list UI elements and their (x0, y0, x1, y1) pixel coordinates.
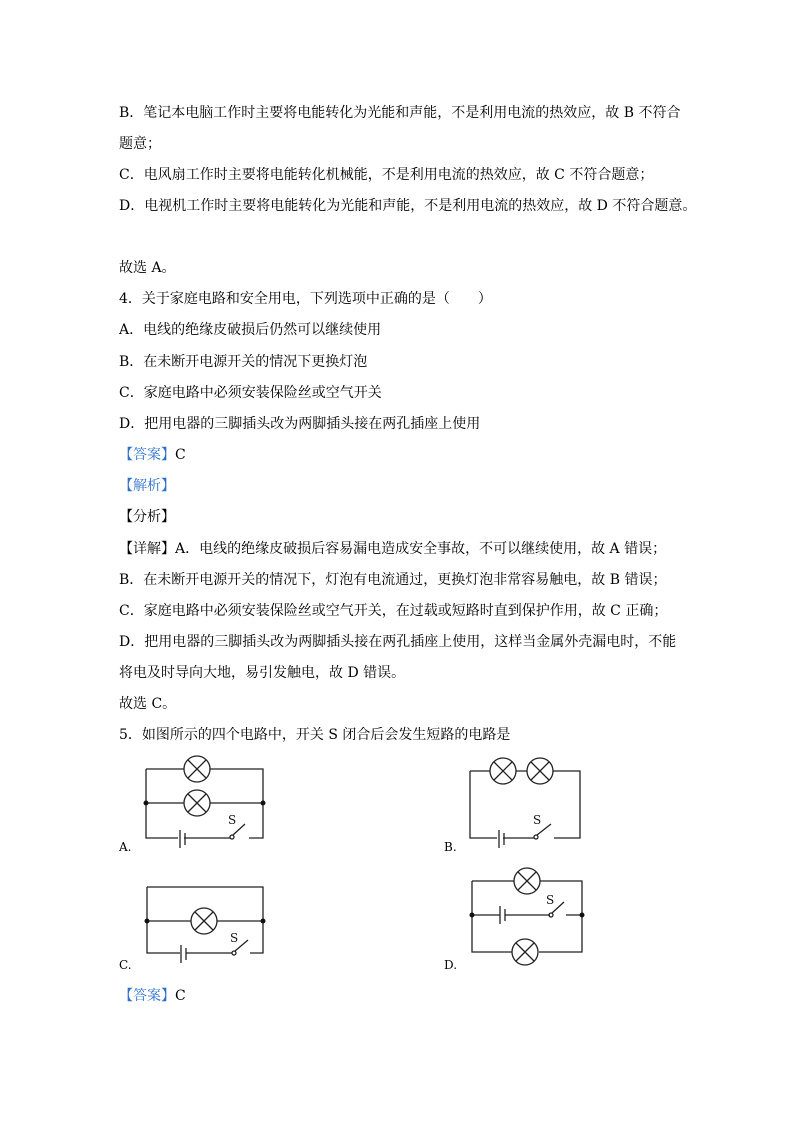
analysis-label: 【解析】 (119, 478, 175, 494)
detail-line: B．在未断开电源开关的情况下，灯泡有电流通过，更换灯泡非常容易触电，故 B 错误； (119, 572, 667, 588)
text-line: 题意； (119, 136, 161, 152)
detail-line: 将电及时导向大地，易引发触电，故 D 错误。 (119, 665, 406, 681)
switch-label: S (533, 813, 542, 827)
option-a: A．电线的绝缘皮破损后仍然可以继续使用 (119, 322, 382, 338)
option-b: B．在未断开电源开关的情况下更换灯泡 (119, 354, 368, 370)
answer-value: C (175, 447, 186, 463)
text-line: 故选 A。 (119, 260, 176, 276)
fenxi-label: 【分析】 (119, 509, 175, 525)
switch-label: S (546, 893, 555, 907)
detail-text: A．电线的绝缘皮破损后容易漏电造成安全事故，不可以继续使用，故 A 错误； (175, 541, 667, 557)
circuit-d-label: D. (444, 958, 458, 972)
switch-label: S (228, 813, 237, 827)
circuit-b-label: B. (444, 840, 457, 854)
circuit-d (470, 868, 585, 965)
detail-line: D．把用电器的三脚插头改为两脚插头接在两孔插座上使用，这样当金属外壳漏电时，不能 (119, 634, 677, 650)
switch-label: S (230, 931, 239, 945)
answer-line (119, 986, 186, 1006)
option-c: C．家庭电路中必须安装保险丝或空气开关 (119, 385, 382, 401)
answer-label: 【答案】 (119, 988, 175, 1004)
option-d: D．把用电器的三脚插头改为两脚插头接在两孔插座上使用 (119, 416, 481, 432)
circuit-a-label: A. (119, 840, 132, 854)
circuit-a (144, 756, 266, 848)
circuit-c (145, 887, 266, 963)
text-line: C．电风扇工作时主要将电能转化机械能，不是利用电流的热效应，故 C 不符合题意； (119, 167, 654, 183)
answer-label: 【答案】 (119, 447, 175, 463)
answer-value: C (175, 988, 186, 1004)
circuit-c-label: C. (119, 958, 132, 972)
text-line: D．电视机工作时主要将电能转化为光能和声能，不是利用电流的热效应，故 D 不符合题意。 (119, 198, 697, 214)
text-line: B．笔记本电脑工作时主要将电能转化为光能和声能，不是利用电流的热效应，故 B 不符合 (119, 105, 681, 121)
detail-line: C．家庭电路中必须安装保险丝或空气开关，在过载或短路时直到保护作用，故 C 正确； (119, 603, 668, 619)
detail-line: 故选 C。 (119, 696, 177, 712)
question-5-title: 5．如图所示的四个电路中，开关 S 闭合后会发生短路的电路是 (119, 727, 511, 743)
question-4-title: 4．关于家庭电路和安全用电，下列选项中正确的是（ ） (119, 291, 492, 307)
detail-label: 【详解】 (119, 541, 175, 557)
circuit-b (470, 758, 580, 848)
